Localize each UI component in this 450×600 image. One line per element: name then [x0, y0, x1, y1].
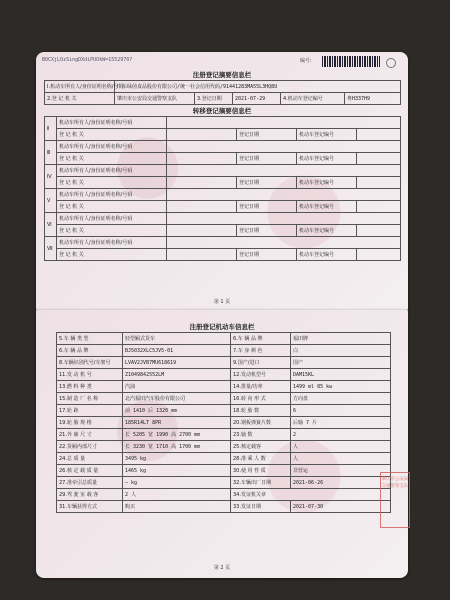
- transfer-authority-value: [167, 177, 237, 189]
- vehicle-info-row: [57, 429, 391, 441]
- field-label: 27.准牵引总质量: [57, 477, 123, 489]
- field-value: 6: [291, 405, 391, 417]
- field-label: 18.轮 胎 数: [231, 405, 291, 417]
- field-value: 3495 kg: [123, 453, 231, 465]
- vehicle-info-row: [57, 333, 391, 345]
- transfer-plate-value: [357, 153, 401, 165]
- field-label: 14.排量/功率: [231, 381, 291, 393]
- transfer-authority-value: [167, 249, 237, 261]
- field-value: 后轴 7 片: [291, 417, 391, 429]
- field-label: 28.准 乘 人 数: [231, 453, 291, 465]
- transfer-plate-value: [357, 201, 401, 213]
- transfer-table: [44, 116, 401, 261]
- field-label: 9.国产/进口: [231, 357, 291, 369]
- field-label: 8.车辆识别代号/车架号: [57, 357, 123, 369]
- transfer-index: Ⅱ: [45, 117, 57, 141]
- field-label: 30.使 用 性 质: [231, 465, 291, 477]
- transfer-plate-label: 机动车登记编号: [297, 153, 357, 165]
- field-label: 32.车辆出厂日期: [231, 477, 291, 489]
- transfer-index: Ⅳ: [45, 165, 57, 189]
- transfer-date-label: 登记日期: [237, 249, 297, 261]
- transfer-plate-value: [357, 249, 401, 261]
- registration-page-1: [36, 52, 408, 310]
- number-label: 编号:: [300, 58, 312, 64]
- field-value: 轻型厢式货车: [123, 333, 231, 345]
- field-value: 长 5205 宽 1990 高 2700 mm: [123, 429, 231, 441]
- field-label: 22.货厢内部尺寸: [57, 441, 123, 453]
- vehicle-info-row: [57, 417, 391, 429]
- transfer-owner-value: [167, 189, 401, 201]
- date-label: 3.登记日期: [195, 93, 233, 105]
- transfer-authority-row: [45, 177, 401, 189]
- transfer-owner-row: [45, 117, 401, 129]
- field-label: 25.核定载客: [231, 441, 291, 453]
- issuer-label: 34.发证机关章: [231, 489, 391, 501]
- registration-page-2: [36, 310, 408, 578]
- field-label: 7.车 身 颜 色: [231, 345, 291, 357]
- field-label: 12.发动机型号: [231, 369, 291, 381]
- official-stamp: [380, 472, 410, 528]
- field-label: 15.制 造 厂 名 称: [57, 393, 123, 405]
- summary-table: [44, 80, 401, 105]
- field-value: 长 3230 宽 1710 高 1700 mm: [123, 441, 231, 453]
- field-value: 前 1410 后 1320 mm: [123, 405, 231, 417]
- transfer-index: Ⅴ: [45, 189, 57, 213]
- transfer-title: 转移登记摘要信息栏: [192, 107, 252, 115]
- transfer-authority-value: [167, 225, 237, 237]
- transfer-plate-value: [357, 177, 401, 189]
- vehicle-info-row: [57, 357, 391, 369]
- vehicle-info-row: [57, 477, 391, 489]
- owner-value: 广东绿茵食品股份有限公司/统一社会信用代码/91441283MA55L3HQ8U: [115, 81, 401, 93]
- transfer-plate-label: 机动车登记编号: [297, 177, 357, 189]
- transfer-authority-value: [167, 153, 237, 165]
- field-value: 人: [291, 453, 391, 465]
- transfer-date-label: 登记日期: [237, 225, 297, 237]
- vehicle-info-row: [57, 369, 391, 381]
- field-label: 11.发 动 机 号: [57, 369, 123, 381]
- authority-value: 肇庆市公安局交通警察支队: [115, 93, 195, 105]
- field-value: 方向盘: [291, 393, 391, 405]
- field-value: 2 人: [123, 489, 231, 501]
- transfer-owner-label: 机动车所有人/身份证明名称/号码: [57, 213, 167, 225]
- transfer-authority-row: [45, 129, 401, 141]
- vehicle-info-row: [57, 489, 391, 501]
- field-label: 5.车 辆 类 型: [57, 333, 123, 345]
- field-value: 1499 ml 85 kw: [291, 381, 391, 393]
- date-value: 2021-07-29: [233, 93, 281, 105]
- field-value: Z1049842552LM: [123, 369, 231, 381]
- transfer-owner-row: [45, 141, 401, 153]
- stamp-text: 肇庆市公安局交通警察支队: [381, 477, 409, 489]
- transfer-date-label: 登记日期: [237, 129, 297, 141]
- transfer-authority-row: [45, 153, 401, 165]
- page1-title: 注册登记摘要信息栏: [192, 71, 252, 79]
- hole-icon: [386, 58, 396, 68]
- transfer-authority-label: 登 记 机 关: [57, 201, 167, 213]
- owner-label: I.机动车所有人/身份证明名称/号码: [45, 81, 115, 93]
- transfer-plate-label: 机动车登记编号: [297, 225, 357, 237]
- transfer-authority-label: 登 记 机 关: [57, 225, 167, 237]
- transfer-owner-row: [45, 165, 401, 177]
- field-value: 非营运: [291, 465, 391, 477]
- transfer-index: Ⅲ: [45, 141, 57, 165]
- field-label: 29.驾 驶 室 载 客: [57, 489, 123, 501]
- transfer-owner-value: [167, 213, 401, 225]
- field-value: 北汽福田汽车股份有限公司: [123, 393, 231, 405]
- transfer-owner-value: [167, 237, 401, 249]
- transfer-owner-label: 机动车所有人/身份证明名称/号码: [57, 165, 167, 177]
- field-value: 汽油: [123, 381, 231, 393]
- transfer-owner-row: [45, 237, 401, 249]
- field-label: 31.车辆获得方式: [57, 501, 123, 513]
- field-label: 24.总 质 量: [57, 453, 123, 465]
- transfer-owner-label: 机动车所有人/身份证明名称/号码: [57, 237, 167, 249]
- vehicle-info-row: [57, 501, 391, 513]
- owner-row: [45, 81, 401, 93]
- issue-date-label: 33.发证日期: [231, 501, 291, 513]
- transfer-date-label: 登记日期: [237, 201, 297, 213]
- field-label: 20.钢板弹簧片数: [231, 417, 291, 429]
- vehicle-info-table: [56, 332, 391, 513]
- transfer-authority-label: 登 记 机 关: [57, 153, 167, 165]
- plate-value: 粤H337H9: [345, 93, 401, 105]
- field-value: LVAV2JVB7MU618619: [123, 357, 231, 369]
- field-value: 2: [291, 429, 391, 441]
- transfer-plate-label: 机动车登记编号: [297, 249, 357, 261]
- field-label: 16.转 向 形 式: [231, 393, 291, 405]
- transfer-authority-row: [45, 225, 401, 237]
- transfer-authority-value: [167, 201, 237, 213]
- page1-number: 第 1 页: [213, 299, 231, 305]
- field-value: 1465 kg: [123, 465, 231, 477]
- field-value: 福田牌: [291, 333, 391, 345]
- vehicle-info-row: [57, 405, 391, 417]
- transfer-authority-value: [167, 129, 237, 141]
- transfer-authority-label: 登 记 机 关: [57, 249, 167, 261]
- vehicle-info-row: [57, 441, 391, 453]
- transfer-owner-row: [45, 213, 401, 225]
- transfer-plate-label: 机动车登记编号: [297, 201, 357, 213]
- field-label: 21.外 廓 尺 寸: [57, 429, 123, 441]
- field-label: 23.轴 数: [231, 429, 291, 441]
- barcode-icon: [322, 56, 380, 67]
- transfer-index: Ⅵ: [45, 213, 57, 237]
- transfer-owner-value: [167, 117, 401, 129]
- field-value: 购买: [123, 501, 231, 513]
- transfer-owner-label: 机动车所有人/身份证明名称/号码: [57, 141, 167, 153]
- transfer-owner-value: [167, 141, 401, 153]
- transfer-authority-label: 登 记 机 关: [57, 129, 167, 141]
- transfer-owner-label: 机动车所有人/身份证明名称/号码: [57, 189, 167, 201]
- transfer-plate-value: [357, 225, 401, 237]
- field-label: 6.车 辆 品 牌: [57, 345, 123, 357]
- field-value: 185R14LT 8PR: [123, 417, 231, 429]
- transfer-owner-label: 机动车所有人/身份证明名称/号码: [57, 117, 167, 129]
- transfer-plate-label: 机动车登记编号: [297, 129, 357, 141]
- serial-number: BOCXjLOzSingDXdiPUOkW=1552970?: [42, 57, 133, 63]
- field-label: 26.核 定 载 质 量: [57, 465, 123, 477]
- transfer-owner-value: [167, 165, 401, 177]
- field-label: 17.轮 距: [57, 405, 123, 417]
- field-value: 白: [291, 345, 391, 357]
- field-value: 2021-06-26: [291, 477, 391, 489]
- field-label: 19.轮 胎 规 格: [57, 417, 123, 429]
- field-value: BJ5032XLC5JV5-01: [123, 345, 231, 357]
- transfer-plate-value: [357, 129, 401, 141]
- authority-row: [45, 93, 401, 105]
- transfer-authority-label: 登 记 机 关: [57, 177, 167, 189]
- transfer-index: Ⅶ: [45, 237, 57, 261]
- vehicle-info-row: [57, 453, 391, 465]
- vehicle-info-row: [57, 381, 391, 393]
- transfer-authority-row: [45, 249, 401, 261]
- field-value: 国产: [291, 357, 391, 369]
- issue-date-value: 2021-07-30: [291, 501, 391, 513]
- transfer-date-label: 登记日期: [237, 153, 297, 165]
- transfer-date-label: 登记日期: [237, 177, 297, 189]
- vehicle-info-row: [57, 393, 391, 405]
- vehicle-info-row: [57, 465, 391, 477]
- field-value: DAM15KL: [291, 369, 391, 381]
- page2-title: 注册登记机动车信息栏: [189, 323, 255, 331]
- field-value: — kg: [123, 477, 231, 489]
- transfer-owner-row: [45, 189, 401, 201]
- field-label: 13.燃 料 种 类: [57, 381, 123, 393]
- field-label: 6.车 辆 品 牌: [231, 333, 291, 345]
- page2-number: 第 2 页: [213, 565, 231, 571]
- plate-label: 4.机动车登记编号: [281, 93, 345, 105]
- field-value: 人: [291, 441, 391, 453]
- transfer-authority-row: [45, 201, 401, 213]
- vehicle-info-row: [57, 345, 391, 357]
- authority-label: 2.登 记 机 关: [45, 93, 115, 105]
